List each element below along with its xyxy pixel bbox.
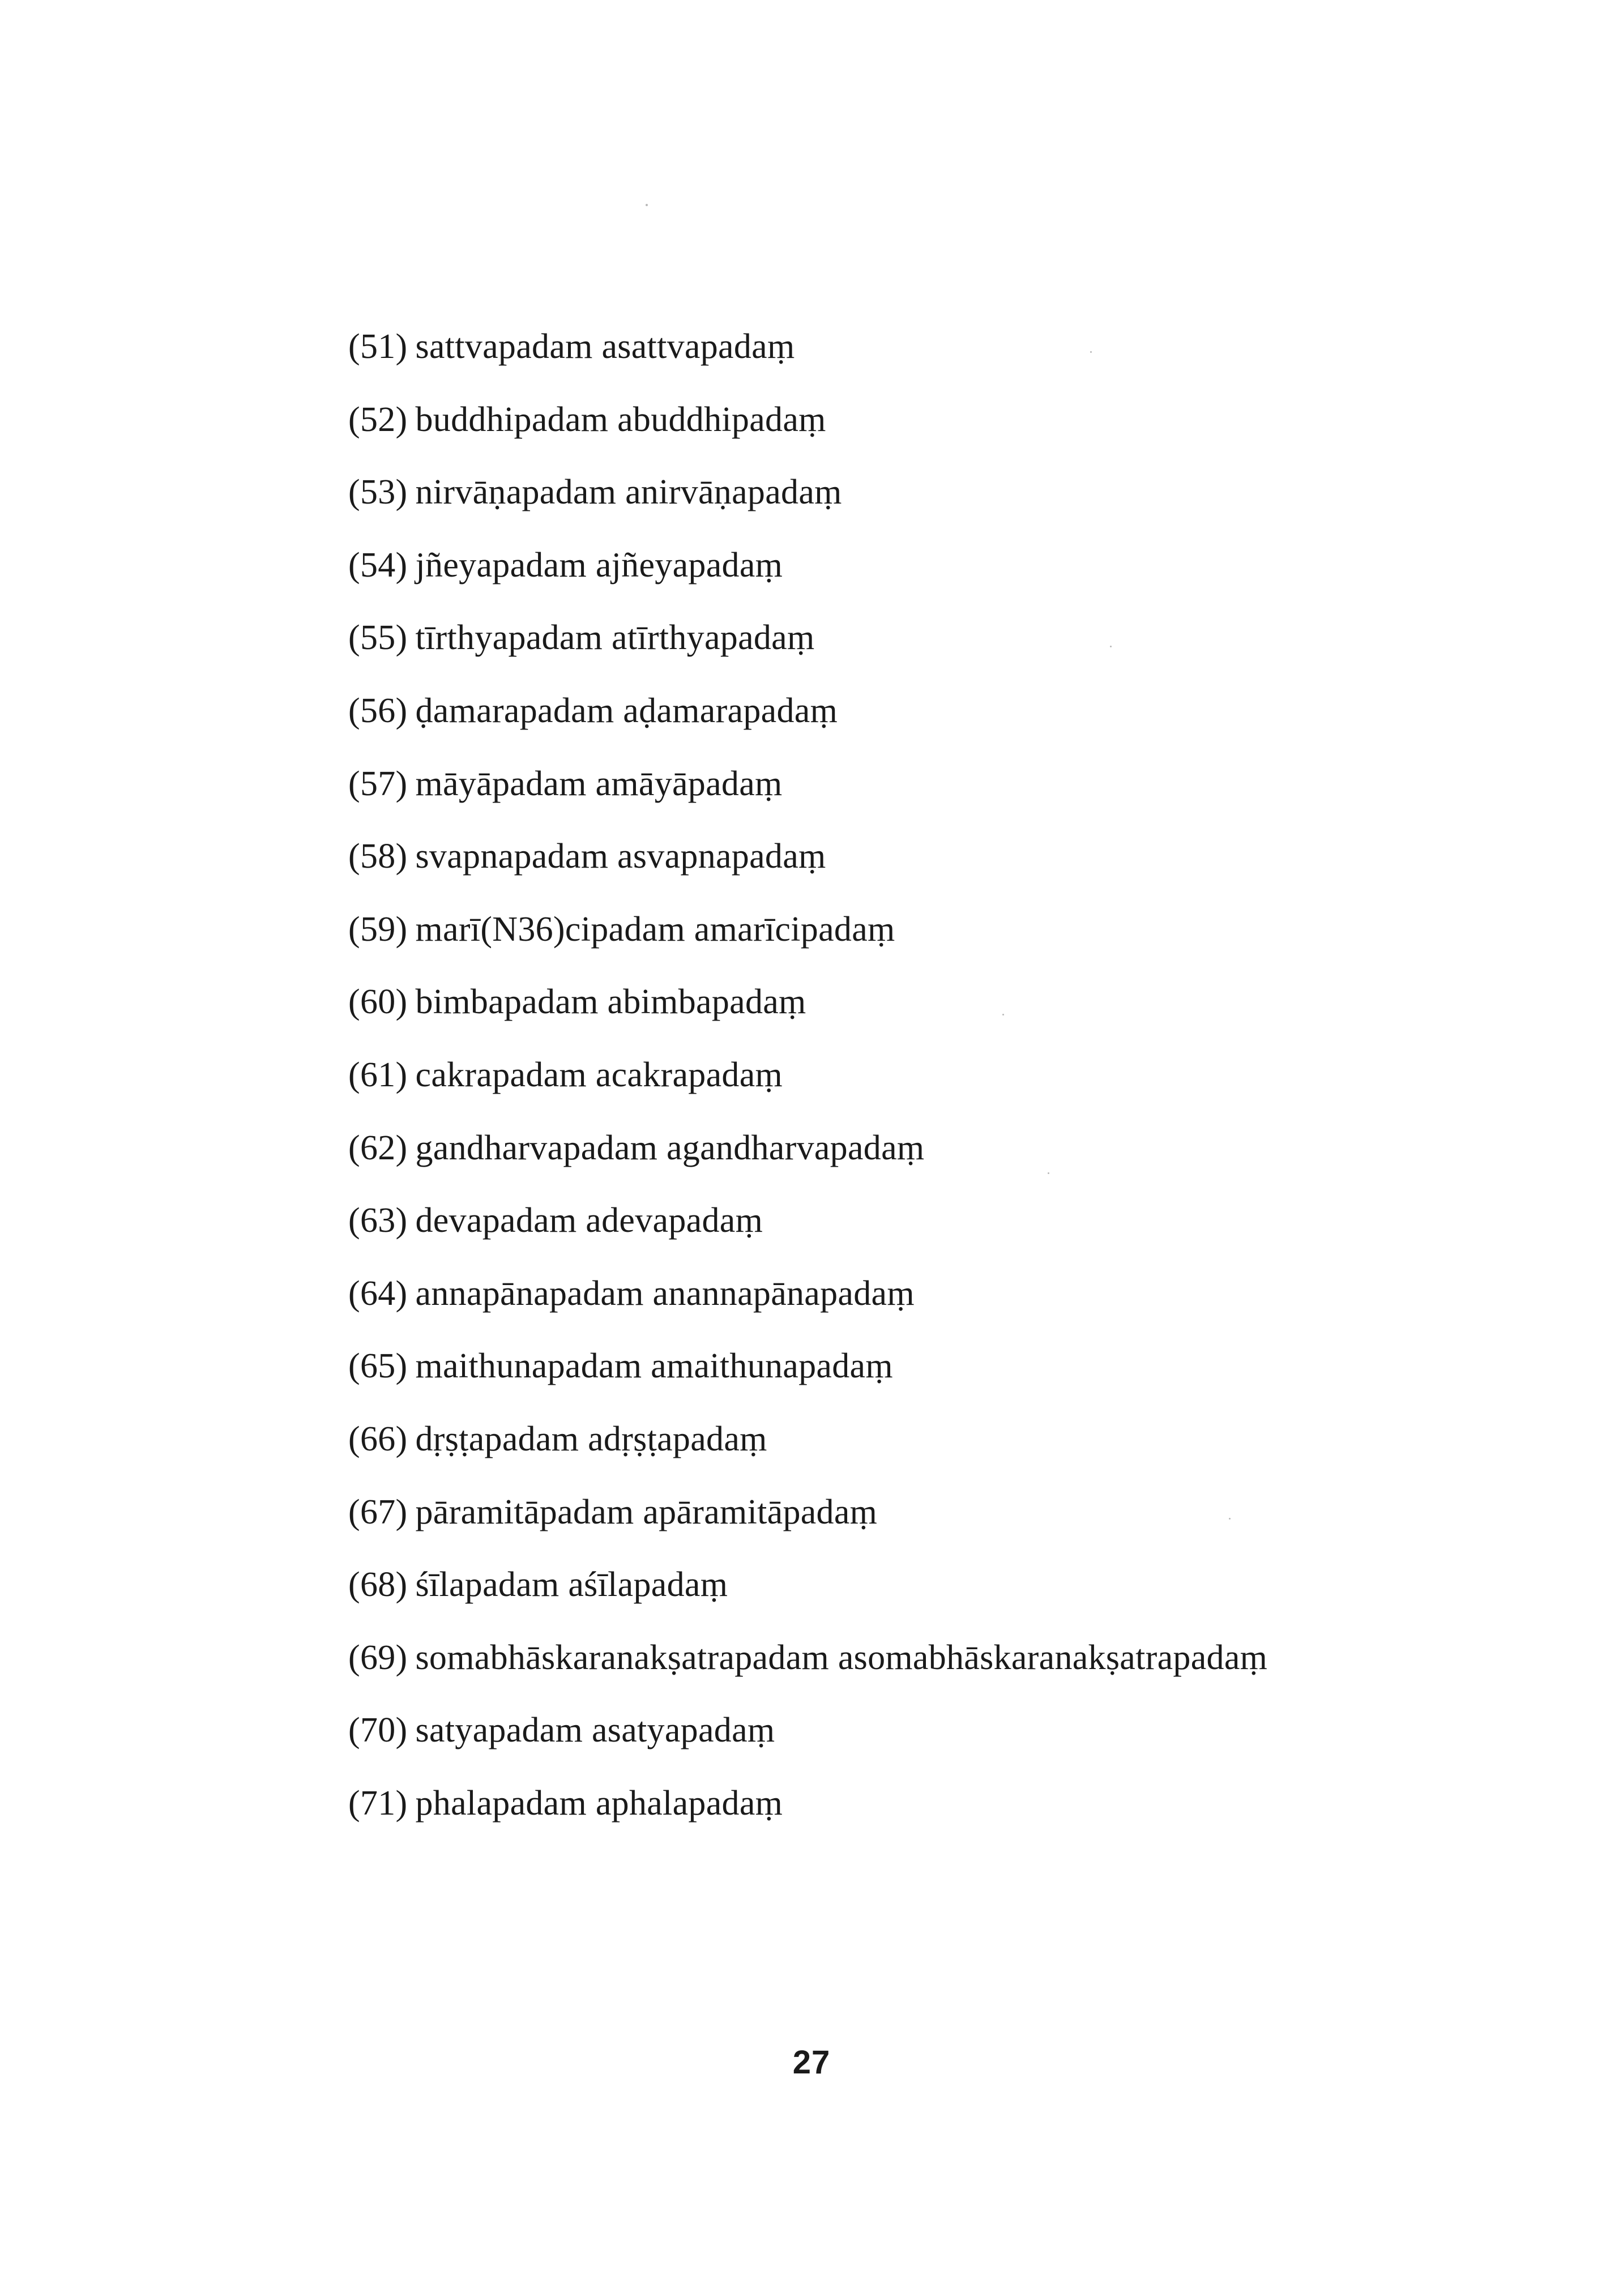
pada-list [348,317,1481,1846]
entry-number: (68) [348,1565,408,1604]
entry-number: (54) [348,545,408,584]
list-item [348,754,1481,827]
entry-number: (58) [348,837,408,876]
entry-text: jñeyapadam ajñeyapadaṃ [415,545,783,584]
scan-speck [1048,1172,1049,1174]
entry-text: svapnapadam asvapnapadaṃ [415,837,826,876]
entry-text: phalapadam aphalapadaṃ [415,1783,783,1823]
entry-number: (70) [348,1711,408,1750]
entry-text: maithunapadam amaithunapadaṃ [415,1347,893,1386]
list-item [348,681,1481,754]
entry-text: ḍamarapadam aḍamarapadaṃ [415,691,838,730]
list-item [348,1191,1481,1264]
list-item [348,1701,1481,1774]
scan-speck [1229,1518,1231,1520]
entry-text: sattvapadam asattvapadaṃ [415,327,795,366]
page-number: 27 [792,2044,831,2081]
scan-speck [646,204,648,206]
entry-text: cakrapadam acakrapadaṃ [415,1055,783,1094]
entry-number: (60) [348,983,408,1022]
entry-text: nirvāṇapadam anirvāṇapadaṃ [415,473,842,512]
entry-number: (64) [348,1274,408,1313]
entry-number: (67) [348,1492,408,1531]
list-item [348,390,1481,463]
entry-text: somabhāskaranakṣatrapadam asomabhāskaranakṣatrapadaṃ [415,1638,1268,1677]
entry-text: dṛṣṭapadam adṛṣṭapadaṃ [415,1419,767,1458]
list-item [348,1483,1481,1556]
entry-number: (71) [348,1783,408,1823]
scan-speck [1090,351,1092,353]
entry-number: (62) [348,1128,408,1167]
scan-speck [1002,1014,1004,1015]
scan-speck [1110,646,1112,647]
list-item [348,1774,1481,1847]
entry-text: annapānapadam anannapānapadaṃ [415,1274,915,1313]
entry-number: (57) [348,764,408,803]
entry-number: (53) [348,473,408,512]
entry-number: (66) [348,1419,408,1458]
list-item [348,1555,1481,1628]
list-item [348,1119,1481,1192]
entry-text: devapadam adevapadaṃ [415,1201,763,1240]
list-item [348,317,1481,390]
entry-number: (51) [348,327,408,366]
list-item [348,608,1481,681]
entry-number: (56) [348,691,408,730]
list-item [348,536,1481,609]
entry-text: bimbapadam abimbapadaṃ [415,983,806,1022]
list-item [348,1337,1481,1410]
list-item [348,1045,1481,1119]
entry-text: pāramitāpadam apāramitāpadaṃ [415,1492,878,1531]
list-item [348,827,1481,900]
entry-number: (59) [348,910,408,949]
entry-text: śīlapadam aśīlapadaṃ [415,1565,728,1604]
entry-text: buddhipadam abuddhipadaṃ [415,400,826,439]
list-item [348,1264,1481,1337]
entry-number: (52) [348,400,408,439]
entry-number: (63) [348,1201,408,1240]
entry-number: (69) [348,1638,408,1677]
entry-text: marī(N36)cipadam amarīcipadaṃ [415,910,895,949]
entry-text: māyāpadam amāyāpadaṃ [415,764,783,803]
list-item [348,463,1481,536]
entry-number: (55) [348,618,408,658]
entry-number: (61) [348,1055,408,1094]
list-item [348,1628,1481,1701]
list-item [348,900,1481,973]
entry-text: gandharvapadam agandharvapadaṃ [415,1128,925,1167]
entry-text: tīrthyapadam atīrthyapadaṃ [415,618,815,658]
list-item [348,1410,1481,1483]
entry-number: (65) [348,1347,408,1386]
list-item [348,972,1481,1045]
entry-text: satyapadam asatyapadaṃ [415,1711,775,1750]
